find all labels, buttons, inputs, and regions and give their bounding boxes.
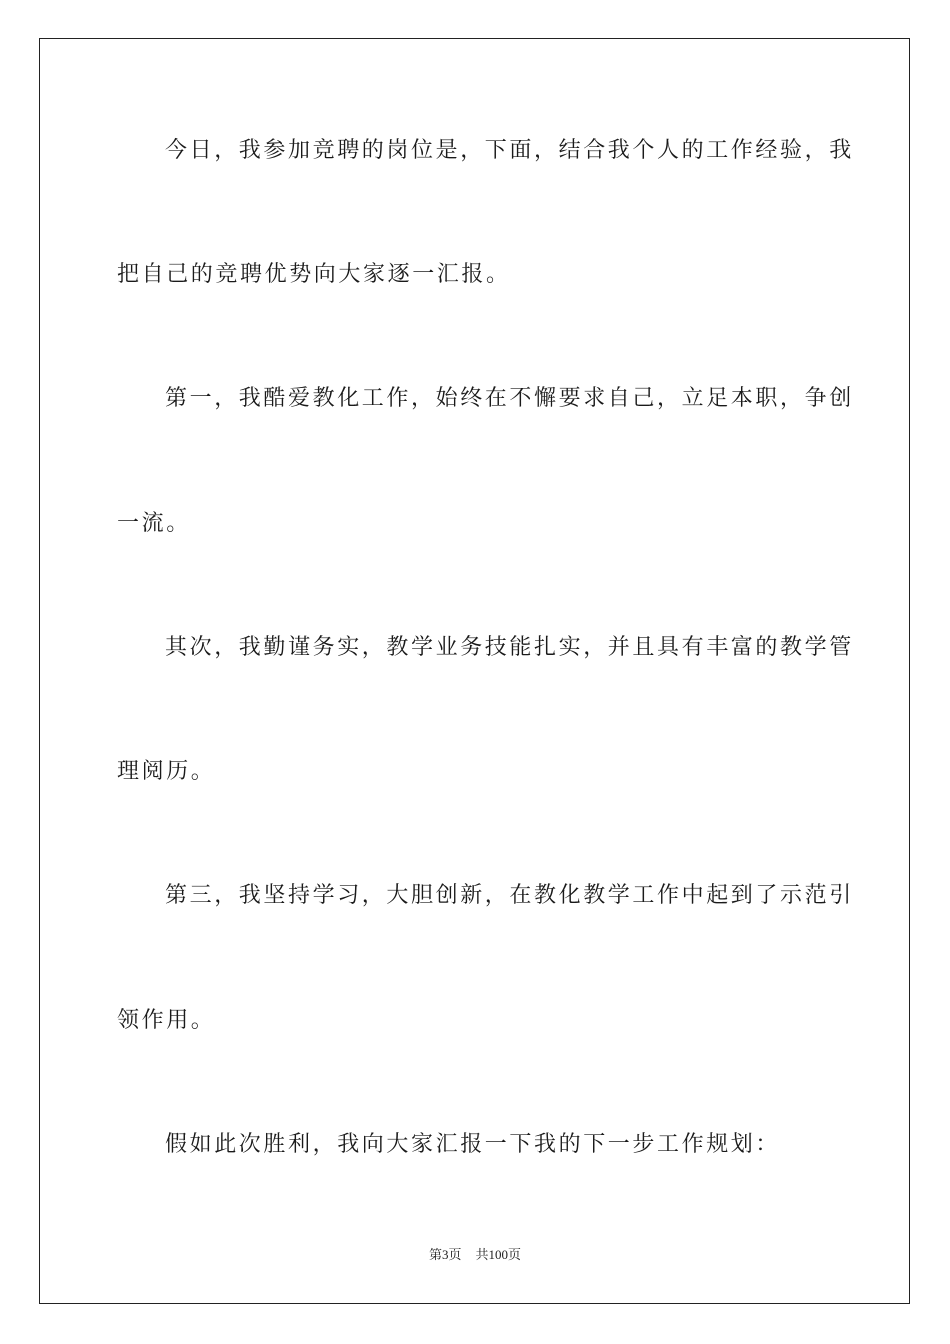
current-page-number: 第3页 — [428, 1247, 462, 1262]
paragraph-3-line-1: 其次，我勤谨务实，教学业务技能扎实，并且具有丰富的教学管 — [165, 635, 854, 660]
paragraph-1-line-1: 今日，我参加竞聘的岗位是，下面，结合我个人的工作经验，我 — [165, 138, 854, 163]
paragraph-2-line-1: 第一，我酷爱教化工作，始终在不懈要求自己，立足本职，争创 — [165, 386, 854, 411]
paragraph-4-line-2: 领作用。 — [117, 1008, 216, 1033]
page-footer — [0, 1246, 950, 1264]
paragraph-3-line-2: 理阅历。 — [117, 759, 216, 784]
paragraph-1-line-2: 把自己的竞聘优势向大家逐一汇报。 — [117, 262, 511, 287]
paragraph-4-line-1: 第三，我坚持学习，大胆创新，在教化教学工作中起到了示范引 — [165, 883, 854, 908]
paragraph-5-line-1: 假如此次胜利，我向大家汇报一下我的下一步工作规划： — [165, 1132, 781, 1157]
paragraph-2-line-2: 一流。 — [117, 511, 191, 536]
page-border — [39, 38, 910, 1304]
total-page-count: 共100页 — [475, 1247, 522, 1262]
